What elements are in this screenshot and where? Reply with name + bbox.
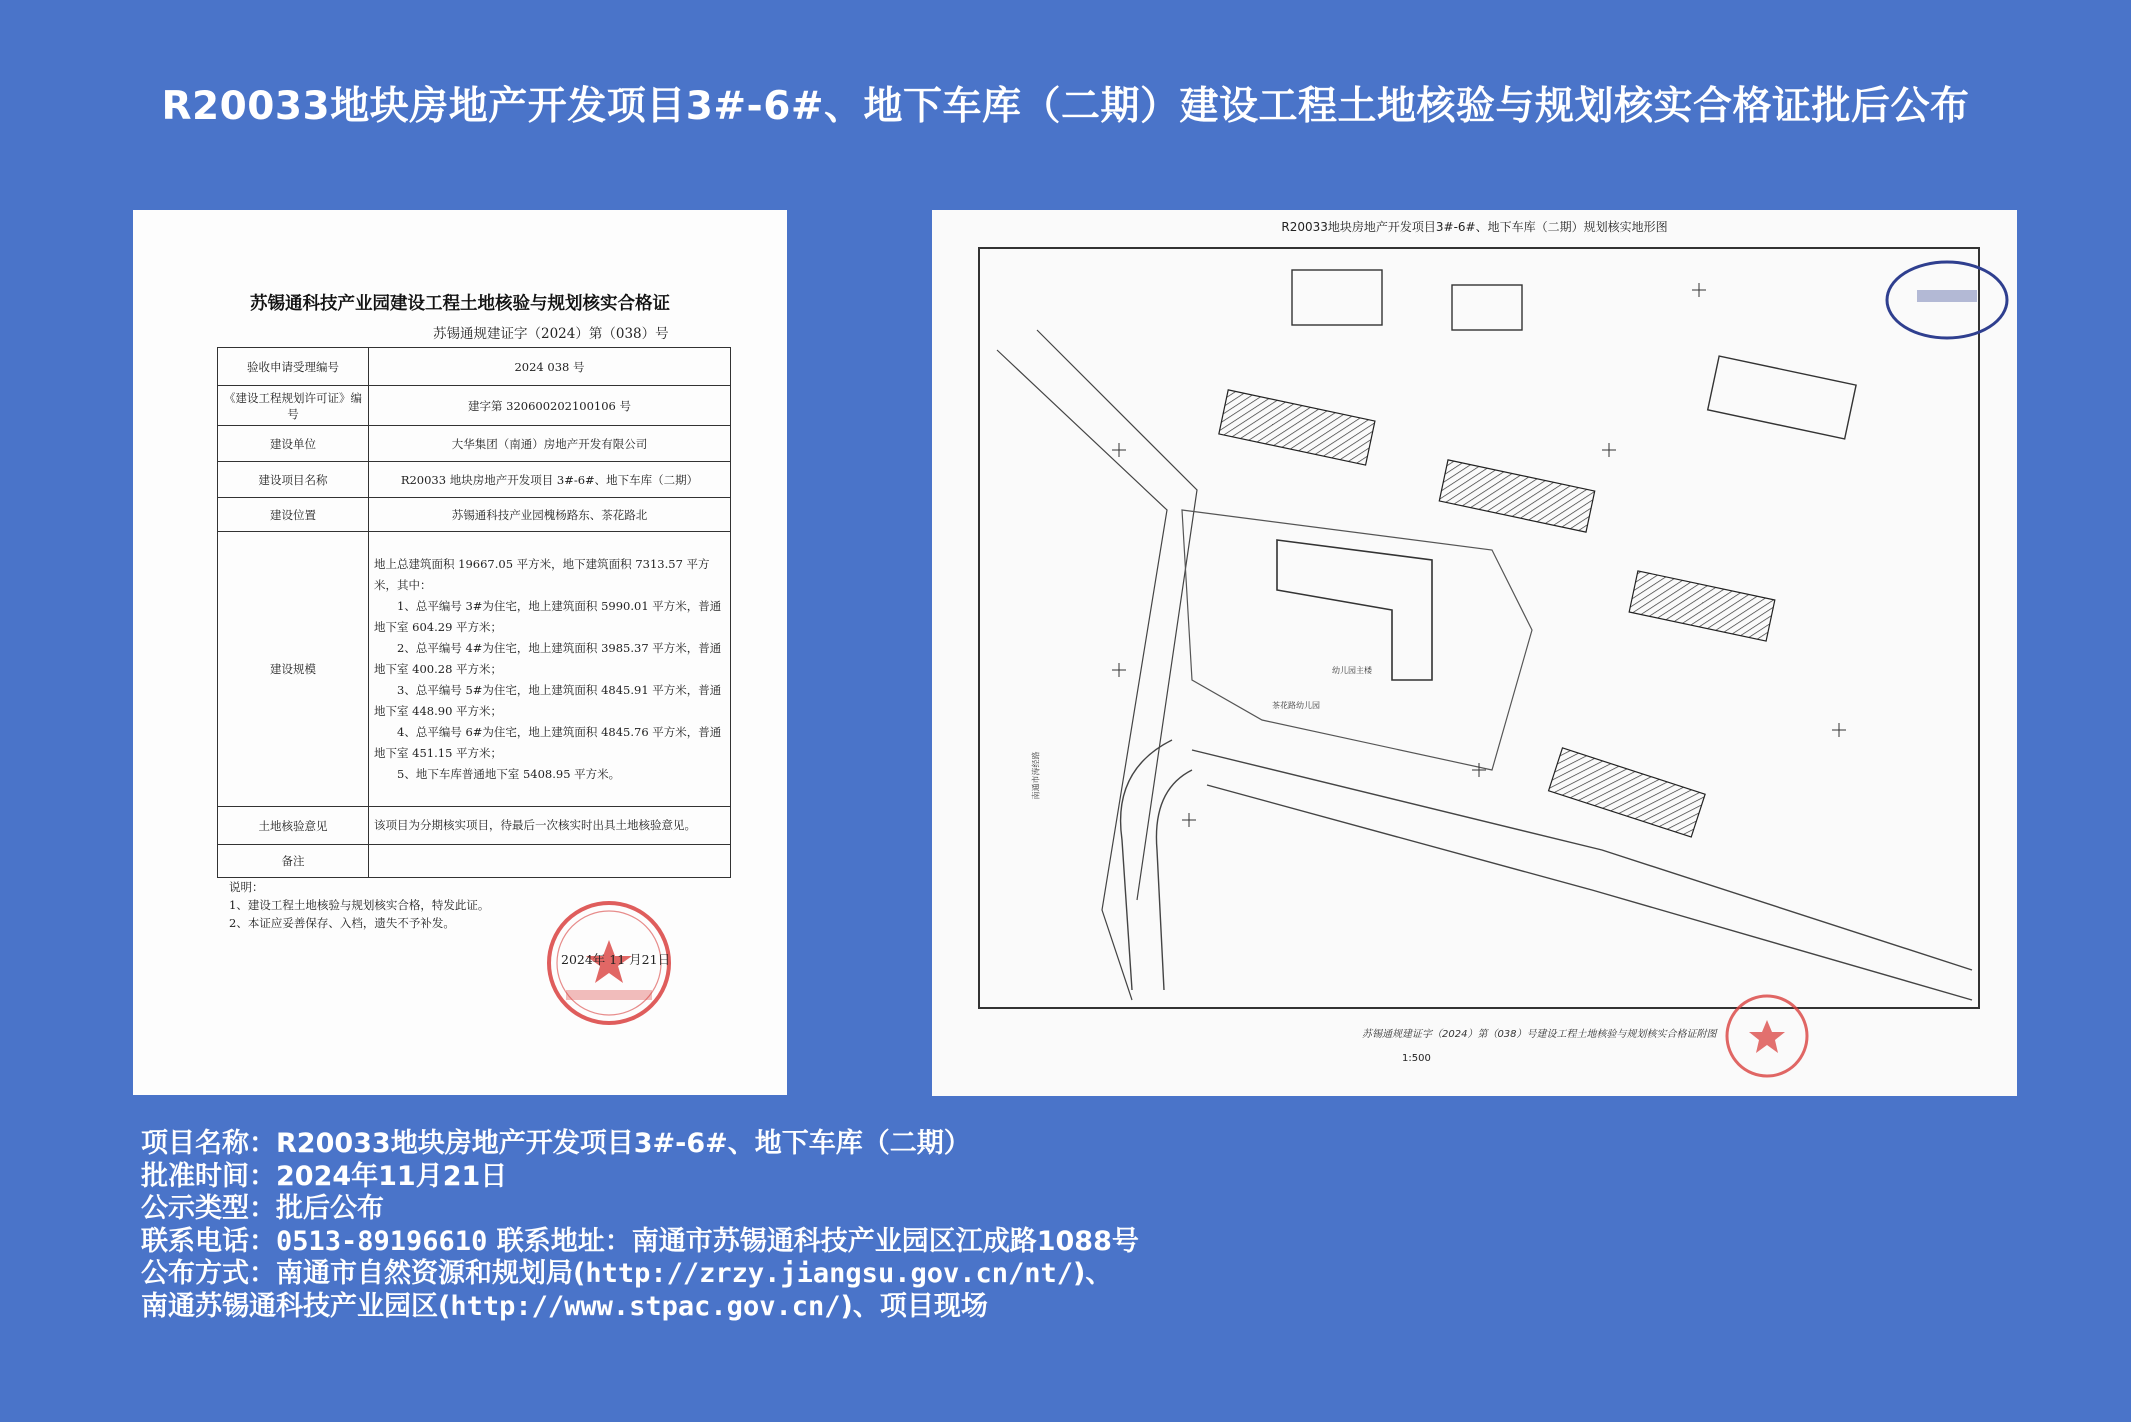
certificate-table (217, 347, 731, 878)
note-item: 2、本证应妥善保存、入档，遗失不予补发。 (229, 916, 455, 930)
construction-scale-text (369, 532, 731, 807)
certificate-number: 苏锡通规建证字（2024）第（038）号 (433, 326, 669, 342)
survey-stamp-icon (1887, 262, 2007, 338)
info-value: 批后公布 (276, 1193, 384, 1224)
row-label: 备注 (218, 845, 369, 878)
info-label: 公布方式： (141, 1258, 276, 1289)
info-label: 联系地址： (496, 1225, 632, 1257)
info-value: 南通市苏锡通科技产业园区江成路1088号 (631, 1225, 1139, 1257)
row-label: 建设单位 (218, 426, 369, 462)
building-label: 幼儿园主楼 (1332, 666, 1372, 675)
page-title: R20033地块房地产开发项目3#-6#、地下车库（二期）建设工程土地核验与规划核实合格证批后公布 (161, 84, 1970, 129)
info-value: 南通苏锡通科技产业园区( (141, 1290, 451, 1322)
table-row (218, 462, 731, 498)
building-label: 茶花路幼儿园 (1272, 701, 1320, 710)
planning-map (932, 210, 2017, 1096)
info-label: 联系电话： (141, 1225, 276, 1257)
certificate-notes (229, 878, 489, 932)
row-label: 建设项目名称 (218, 462, 369, 498)
note-item: 1、建设工程土地核验与规划核实合格，特发此证。 (229, 898, 490, 912)
map-scale: 1:500 (1402, 1053, 1431, 1064)
map-signature-text: 苏锡通规建证字（2024）第（038）号建设工程土地核验与规划核实合格证附图 (1362, 1029, 1717, 1040)
scale-line: 地上总建筑面积 19667.05 平方米，地下建筑面积 7313.57 平方米，其中： (374, 556, 710, 592)
info-value: )、项目现场 (840, 1290, 988, 1322)
info-project-row (141, 1128, 1139, 1161)
info-date-row (141, 1161, 1139, 1194)
info-label: 项目名称： (141, 1128, 276, 1159)
table-row (218, 845, 731, 878)
certificate-title: 苏锡通科技产业园建设工程土地核验与规划核实合格证 (250, 294, 670, 314)
row-value: R20033 地块房地产开发项目 3#-6#、地下车库（二期） (369, 462, 731, 498)
info-block (141, 1128, 1139, 1323)
row-label: 建设规模 (218, 532, 369, 807)
road-label: 南通市涛经路 (1031, 751, 1041, 800)
row-label: 土地核验意见 (218, 807, 369, 845)
info-value: )、 (1073, 1258, 1113, 1289)
info-method-row-2 (141, 1291, 1139, 1324)
row-value: 建字第 320600202100106 号 (369, 386, 731, 426)
scale-line: 1、总平编号 3#为住宅，地上建筑面积 5990.01 平方米，普通地下室 604.29 平方米； (374, 598, 722, 634)
table-row (218, 426, 731, 462)
row-value: 该项目为分期核实项目，待最后一次核实时出具土地核验意见。 (369, 807, 731, 845)
table-row (218, 348, 731, 386)
row-value (369, 845, 731, 878)
notes-heading: 说明： (229, 880, 264, 894)
info-contact-row (141, 1226, 1139, 1259)
table-row (218, 498, 731, 532)
row-value: 大华集团（南通）房地产开发有限公司 (369, 426, 731, 462)
row-label: 建设位置 (218, 498, 369, 532)
map-title: R20033地块房地产开发项目3#-6#、地下车库（二期）规划核实地形图 (1281, 220, 1668, 234)
row-value: 2024 038 号 (369, 348, 731, 386)
row-label: 《建设工程规划许可证》编号 (218, 386, 369, 426)
table-row (218, 386, 731, 426)
info-type-row (141, 1193, 1139, 1226)
table-row (218, 807, 731, 845)
row-label: 验收申请受理编号 (218, 348, 369, 386)
phone-number: 0513-89196610 (276, 1225, 488, 1257)
scale-line: 3、总平编号 5#为住宅，地上建筑面积 4845.91 平方米，普通地下室 448.90 平方米； (374, 682, 722, 718)
scale-line: 4、总平编号 6#为住宅，地上建筑面积 4845.76 平方米，普通地下室 451.15 平方米； (374, 724, 722, 760)
scale-line: 2、总平编号 4#为住宅，地上建筑面积 3985.37 平方米，普通地下室 400.28 平方米； (374, 640, 722, 676)
info-label: 公示类型： (141, 1193, 276, 1224)
scale-line: 5、地下车库普通地下室 5408.95 平方米。 (397, 766, 621, 781)
map-drawing (932, 210, 2017, 1096)
url-link[interactable]: http://zrzy.jiangsu.gov.cn/nt/ (585, 1258, 1074, 1289)
table-row (218, 532, 731, 807)
info-value: 2024年11月21日 (276, 1160, 508, 1192)
info-method-row (141, 1258, 1139, 1291)
info-value: 南通市自然资源和规划局( (276, 1258, 586, 1289)
info-label: 批准时间： (141, 1160, 276, 1192)
info-value: R20033地块房地产开发项目3#-6#、地下车库（二期） (276, 1128, 971, 1159)
row-value: 苏锡通科技产业园槐杨路东、茶花路北 (369, 498, 731, 532)
certificate-date: 2024年 11 月21日 (561, 952, 671, 967)
certificate-document (133, 210, 787, 1095)
url-link[interactable]: http://www.stpac.gov.cn/ (450, 1290, 841, 1322)
